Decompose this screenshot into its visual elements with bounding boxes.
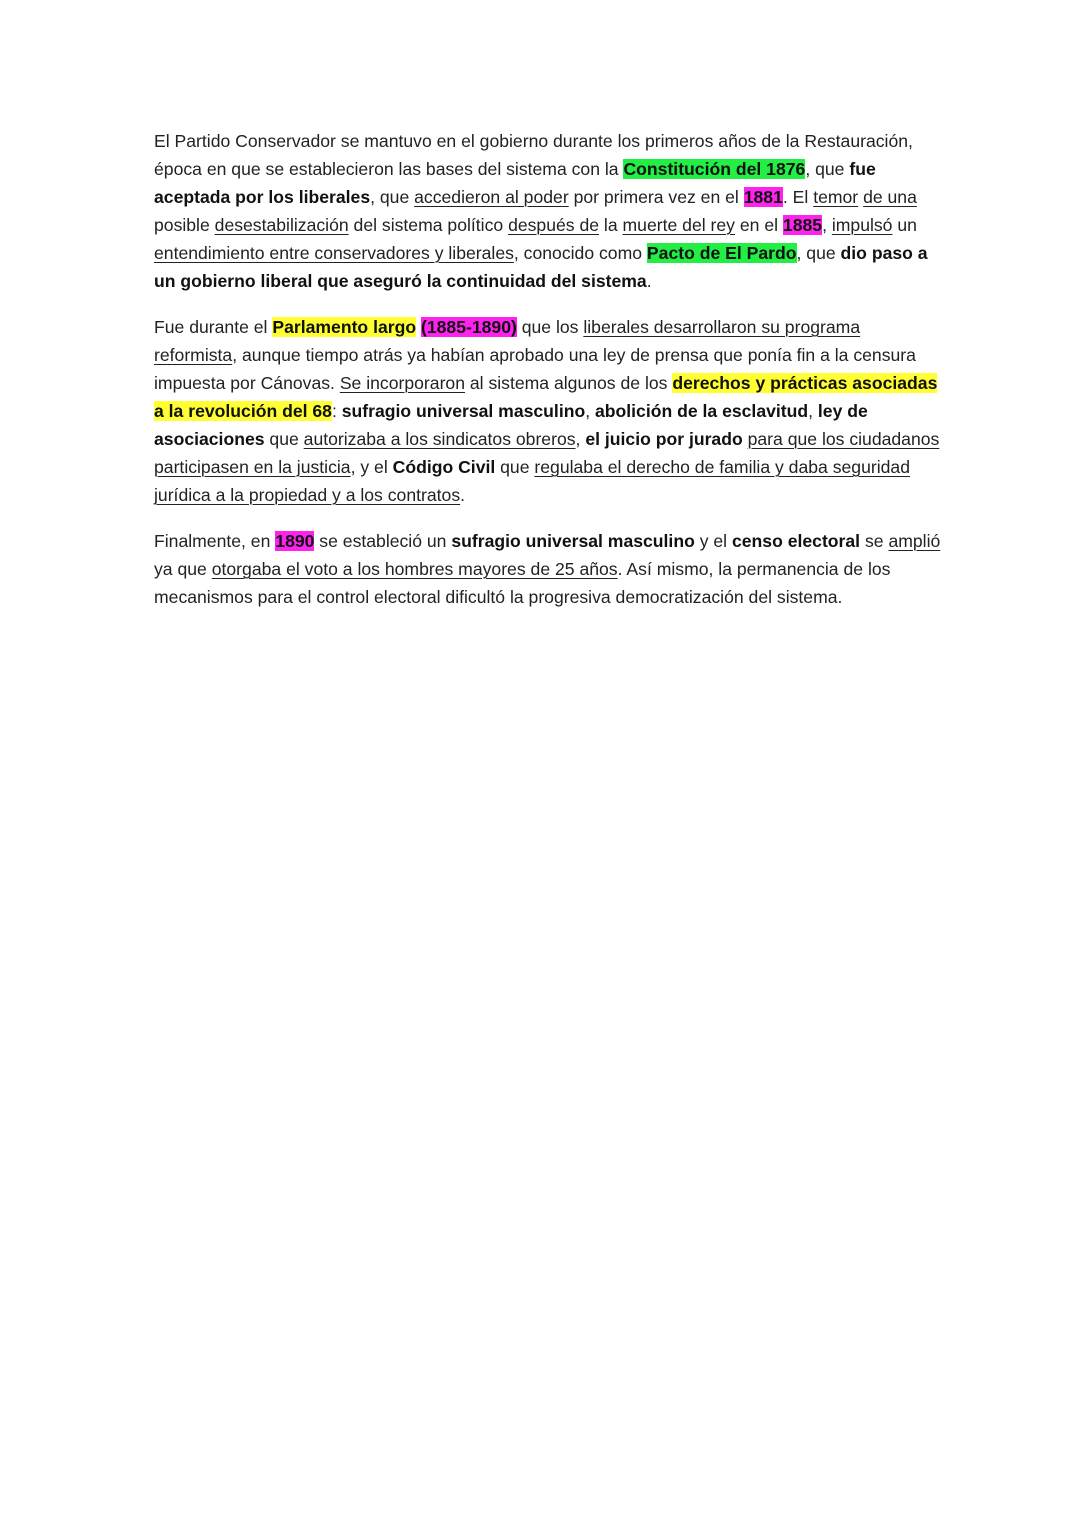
text-run: , que [796, 243, 841, 263]
underlined-text: regulaba el derecho de familia y daba seguridad jurídica a la propiedad y a los contratos [154, 457, 910, 505]
paragraph [154, 127, 944, 295]
text-run: , [575, 429, 586, 449]
text-run: en el [734, 215, 783, 235]
bold-text: abolición de la esclavitud [594, 401, 809, 421]
text-run: , aunque tiempo atrás ya habían aprobado una ley de prensa que ponía fin a la censura impuesta por Cánovas. [154, 345, 916, 393]
underlined-text: Se incorporaron [339, 373, 465, 393]
text-run: , que [805, 159, 850, 179]
underlined-text: entendimiento entre conservadores y liberales [154, 243, 514, 263]
text-run: . El [782, 187, 814, 207]
text-run: . [460, 485, 466, 505]
text-run: al sistema algunos de los [465, 373, 673, 393]
highlighted-text: derechos y prácticas asociadas a la revolución del 68 [154, 373, 938, 421]
highlighted-text: 1890 [275, 531, 315, 551]
text-run: posible [154, 215, 215, 235]
underlined-text: otorgaba el voto a los hombres mayores de 25 años [211, 559, 618, 579]
highlighted-text: Pacto de El Pardo [646, 243, 797, 263]
text-run: Finalmente, en [154, 531, 276, 551]
bold-text: censo electoral [731, 531, 861, 551]
text-run: El Partido Conservador se mantuvo en el gobierno durante los primeros años de la Restauración, época en que se establecieron las bases del sistema con la [154, 131, 913, 179]
underlined-text: después de [508, 215, 600, 235]
underlined-text: amplió [888, 531, 941, 551]
bold-text: sufragio universal masculino [451, 531, 695, 551]
text-run: que [495, 457, 535, 477]
underlined-text: para que los ciudadanos participasen en la justicia [154, 429, 940, 477]
text-run: la [599, 215, 623, 235]
document-page [154, 127, 944, 629]
bold-text: ley de asociaciones [154, 401, 868, 449]
text-run: que los [516, 317, 584, 337]
highlighted-text: 1881 [743, 187, 783, 207]
text-run: , [822, 215, 832, 235]
underlined-text: liberales desarrollaron su programa reformista [154, 317, 861, 365]
underlined-text: de una [863, 187, 917, 207]
underlined-text: autorizaba a los sindicatos obreros [303, 429, 576, 449]
text-run: , [808, 401, 818, 421]
bold-text: dio paso a un gobierno liberal que aseguró la continuidad del sistema [154, 243, 928, 291]
text-run: del sistema político [348, 215, 509, 235]
highlighted-text: (1885-1890) [420, 317, 517, 337]
paragraph [154, 313, 944, 509]
text-run: Fue durante el [154, 317, 273, 337]
text-run: y el [694, 531, 732, 551]
text-run: , y el [350, 457, 393, 477]
highlighted-text: Parlamento largo [272, 317, 417, 337]
text-run: que [264, 429, 304, 449]
bold-text: sufragio universal masculino [341, 401, 586, 421]
text-run: se [860, 531, 889, 551]
underlined-text: desestabilización [214, 215, 349, 235]
text-run: : [331, 401, 342, 421]
underlined-text: accedieron al poder [414, 187, 569, 207]
text-run: un [892, 215, 917, 235]
bold-text: fue aceptada por los liberales [154, 159, 876, 207]
text-run: . Así mismo, la permanencia de los mecanismos para el control electoral dificultó la progresiva democratización del sistema. [154, 559, 891, 607]
underlined-text: impulsó [831, 215, 893, 235]
highlighted-text: Constitución del 1876 [623, 159, 806, 179]
highlighted-text: 1885 [782, 215, 823, 235]
text-run: se estableció un [314, 531, 452, 551]
underlined-text: temor [813, 187, 859, 207]
text-run: . [646, 271, 652, 291]
bold-text: el juicio por jurado [585, 429, 743, 449]
text-run: ya que [154, 559, 212, 579]
text-run: , conocido como [513, 243, 647, 263]
paragraph [154, 527, 944, 611]
underlined-text: muerte del rey [622, 215, 735, 235]
bold-text: Código Civil [392, 457, 496, 477]
text-run: , que [370, 187, 415, 207]
text-run: por primera vez en el [568, 187, 744, 207]
text-run: , [585, 401, 595, 421]
